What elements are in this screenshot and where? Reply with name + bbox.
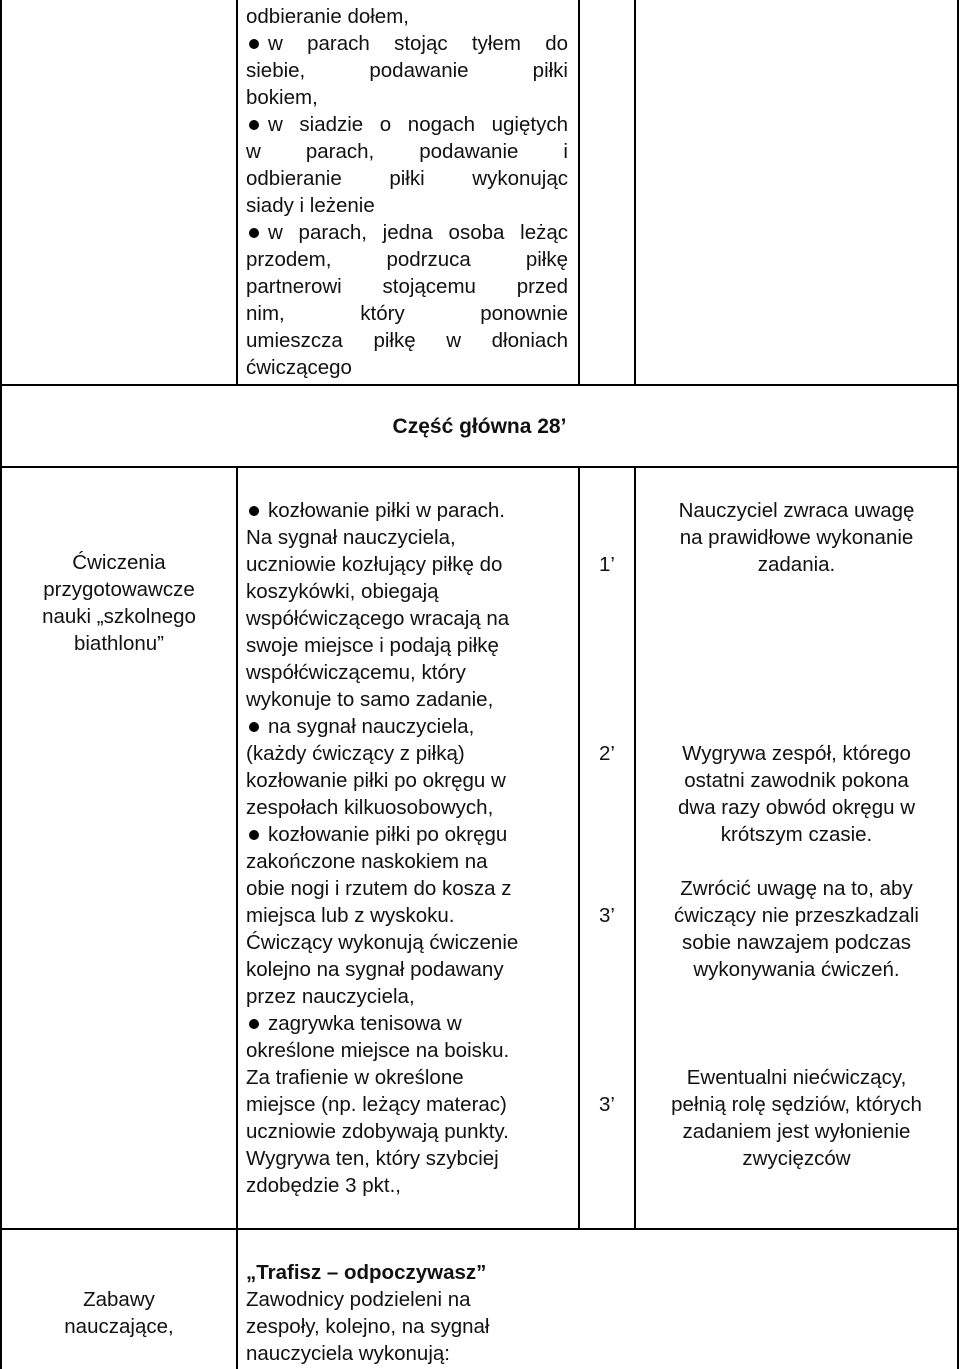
category-line: Zabawy <box>83 1288 155 1311</box>
row-divider-1 <box>0 384 959 386</box>
text-line: Za trafienie w określone <box>246 1066 464 1089</box>
text-line: Na sygnał nauczyciela, <box>246 526 456 549</box>
note-line: zadania. <box>757 553 836 576</box>
text-line: w parach, podawanie i <box>246 140 568 163</box>
text-line: miejsca lub z wyskoku. <box>246 904 455 927</box>
text-line: siady i leżenie <box>246 194 375 217</box>
note-line: Nauczyciel zwraca uwagę <box>678 499 915 522</box>
time-value: 3’ <box>599 904 615 927</box>
category-line: Ćwiczenia <box>72 551 166 574</box>
text-line: nauczyciela wykonują: <box>246 1342 450 1365</box>
note-line: zwycięzców <box>742 1147 851 1170</box>
note-line: krótszym czasie. <box>720 823 873 846</box>
note-block <box>636 875 957 983</box>
text-line: bokiem, <box>246 86 318 109</box>
note-line: ostatni zawodnik pokona <box>684 769 909 792</box>
section-header: Część główna 28’ <box>392 415 567 438</box>
text-line: współćwiczącego wracają na <box>246 607 510 630</box>
text-line: umieszcza piłkę w dłoniach <box>246 329 568 352</box>
col-divider-a-main <box>236 467 238 1229</box>
note-line: sobie nawzajem podczas <box>681 931 912 954</box>
text-line: kozłowanie piłki po okręgu w <box>246 769 506 792</box>
text-line: swoje miejsce i podają piłkę <box>246 634 499 657</box>
bottom-exercise-cell <box>246 1259 576 1367</box>
text-line: miejsce (np. leżący materac) <box>246 1093 507 1116</box>
text-line: zespoły, kolejno, na sygnał <box>246 1315 490 1338</box>
text-line: określone miejsce na boisku. <box>246 1039 510 1062</box>
text-line: uczniowie kozłujący piłkę do <box>246 553 503 576</box>
col-divider-b-top <box>578 0 580 385</box>
note-line: Wygrywa zespół, którego <box>682 742 911 765</box>
text-line: zakończone naskokiem na <box>246 850 488 873</box>
text-line: obie nogi i rzutem do kosza z <box>246 877 512 900</box>
note-block <box>636 740 957 848</box>
note-line: na prawidłowe wykonanie <box>679 526 914 549</box>
text-line: (każdy ćwiczący z piłką) <box>246 742 465 765</box>
note-line: wykonywania ćwiczeń. <box>693 958 900 981</box>
note-line: ćwiczący nie przeszkadzali <box>674 904 919 927</box>
col-divider-a-bottom <box>236 1229 238 1369</box>
text-line: odbieranie dołem, <box>246 5 409 28</box>
category-line: biathlonu” <box>73 632 165 655</box>
text-line: nim, który ponownie <box>246 302 568 325</box>
text-line: Wygrywa ten, który szybciej <box>246 1147 499 1170</box>
bullet-item: na sygnał nauczyciela, <box>246 713 568 740</box>
note-line: Zwrócić uwagę na to, aby <box>680 877 913 900</box>
bullet-item: zagrywka tenisowa w <box>246 1010 568 1037</box>
text-line: współćwiczącemu, który <box>246 661 466 684</box>
row-divider-2 <box>0 466 959 468</box>
category-line: przygotowawcze <box>43 578 195 601</box>
note-block <box>636 497 957 578</box>
category-line: nauki „szkolnego <box>42 605 196 628</box>
bullet-item: w parach stojąc tyłem do <box>246 30 568 57</box>
text-line: odbieranie piłki wykonując <box>246 167 568 190</box>
game-title: „Trafisz – odpoczywasz” <box>246 1261 487 1284</box>
bullet-item: kozłowanie piłki po okręgu <box>246 821 568 848</box>
note-line: Ewentualni niećwiczący, <box>686 1066 907 1089</box>
time-value: 1’ <box>599 553 615 576</box>
top-exercise-cell <box>246 3 568 381</box>
text-line: wykonuje to samo zadanie, <box>246 688 494 711</box>
text-line: kolejno na sygnał podawany <box>246 958 504 981</box>
text-line: Ćwiczący wykonują ćwiczenie <box>246 931 519 954</box>
col-divider-c-top <box>634 0 636 385</box>
row-divider-3 <box>0 1228 959 1230</box>
text-line: zdobędzie 3 pkt., <box>246 1174 401 1197</box>
note-line: pełnią rolę sędziów, których <box>671 1093 922 1116</box>
text-line: partnerowi stojącemu przed <box>246 275 568 298</box>
time-value: 3’ <box>599 1093 615 1116</box>
note-block <box>636 1064 957 1172</box>
text-line: zespołach kilkuosobowych, <box>246 796 494 819</box>
category-line: nauczające, <box>64 1315 174 1338</box>
text-line: przodem, podrzuca piłkę <box>246 248 568 271</box>
text-line: koszykówki, obiegają <box>246 580 439 603</box>
note-line: dwa razy obwód okręgu w <box>677 796 915 819</box>
exercise-cell <box>246 497 568 1199</box>
bullet-item: kozłowanie piłki w parach. <box>246 497 568 524</box>
table-border-left <box>0 0 2 1369</box>
text-line: Zawodnicy podzieleni na <box>246 1288 471 1311</box>
text-line: siebie, podawanie piłki <box>246 59 568 82</box>
time-value: 2’ <box>599 742 615 765</box>
note-line: zadaniem jest wyłonienie <box>682 1120 911 1143</box>
category-cell <box>2 549 236 657</box>
bottom-category-cell <box>2 1286 236 1340</box>
text-line: ćwiczącego <box>246 356 352 379</box>
table-border-right <box>957 0 959 1369</box>
text-line: uczniowie zdobywają punkty. <box>246 1120 509 1143</box>
bullet-item: w siadzie o nogach ugiętych <box>246 111 568 138</box>
text-line: przez nauczyciela, <box>246 985 415 1008</box>
bullet-item: w parach, jedna osoba leżąc <box>246 219 568 246</box>
col-divider-a-top <box>236 0 238 385</box>
